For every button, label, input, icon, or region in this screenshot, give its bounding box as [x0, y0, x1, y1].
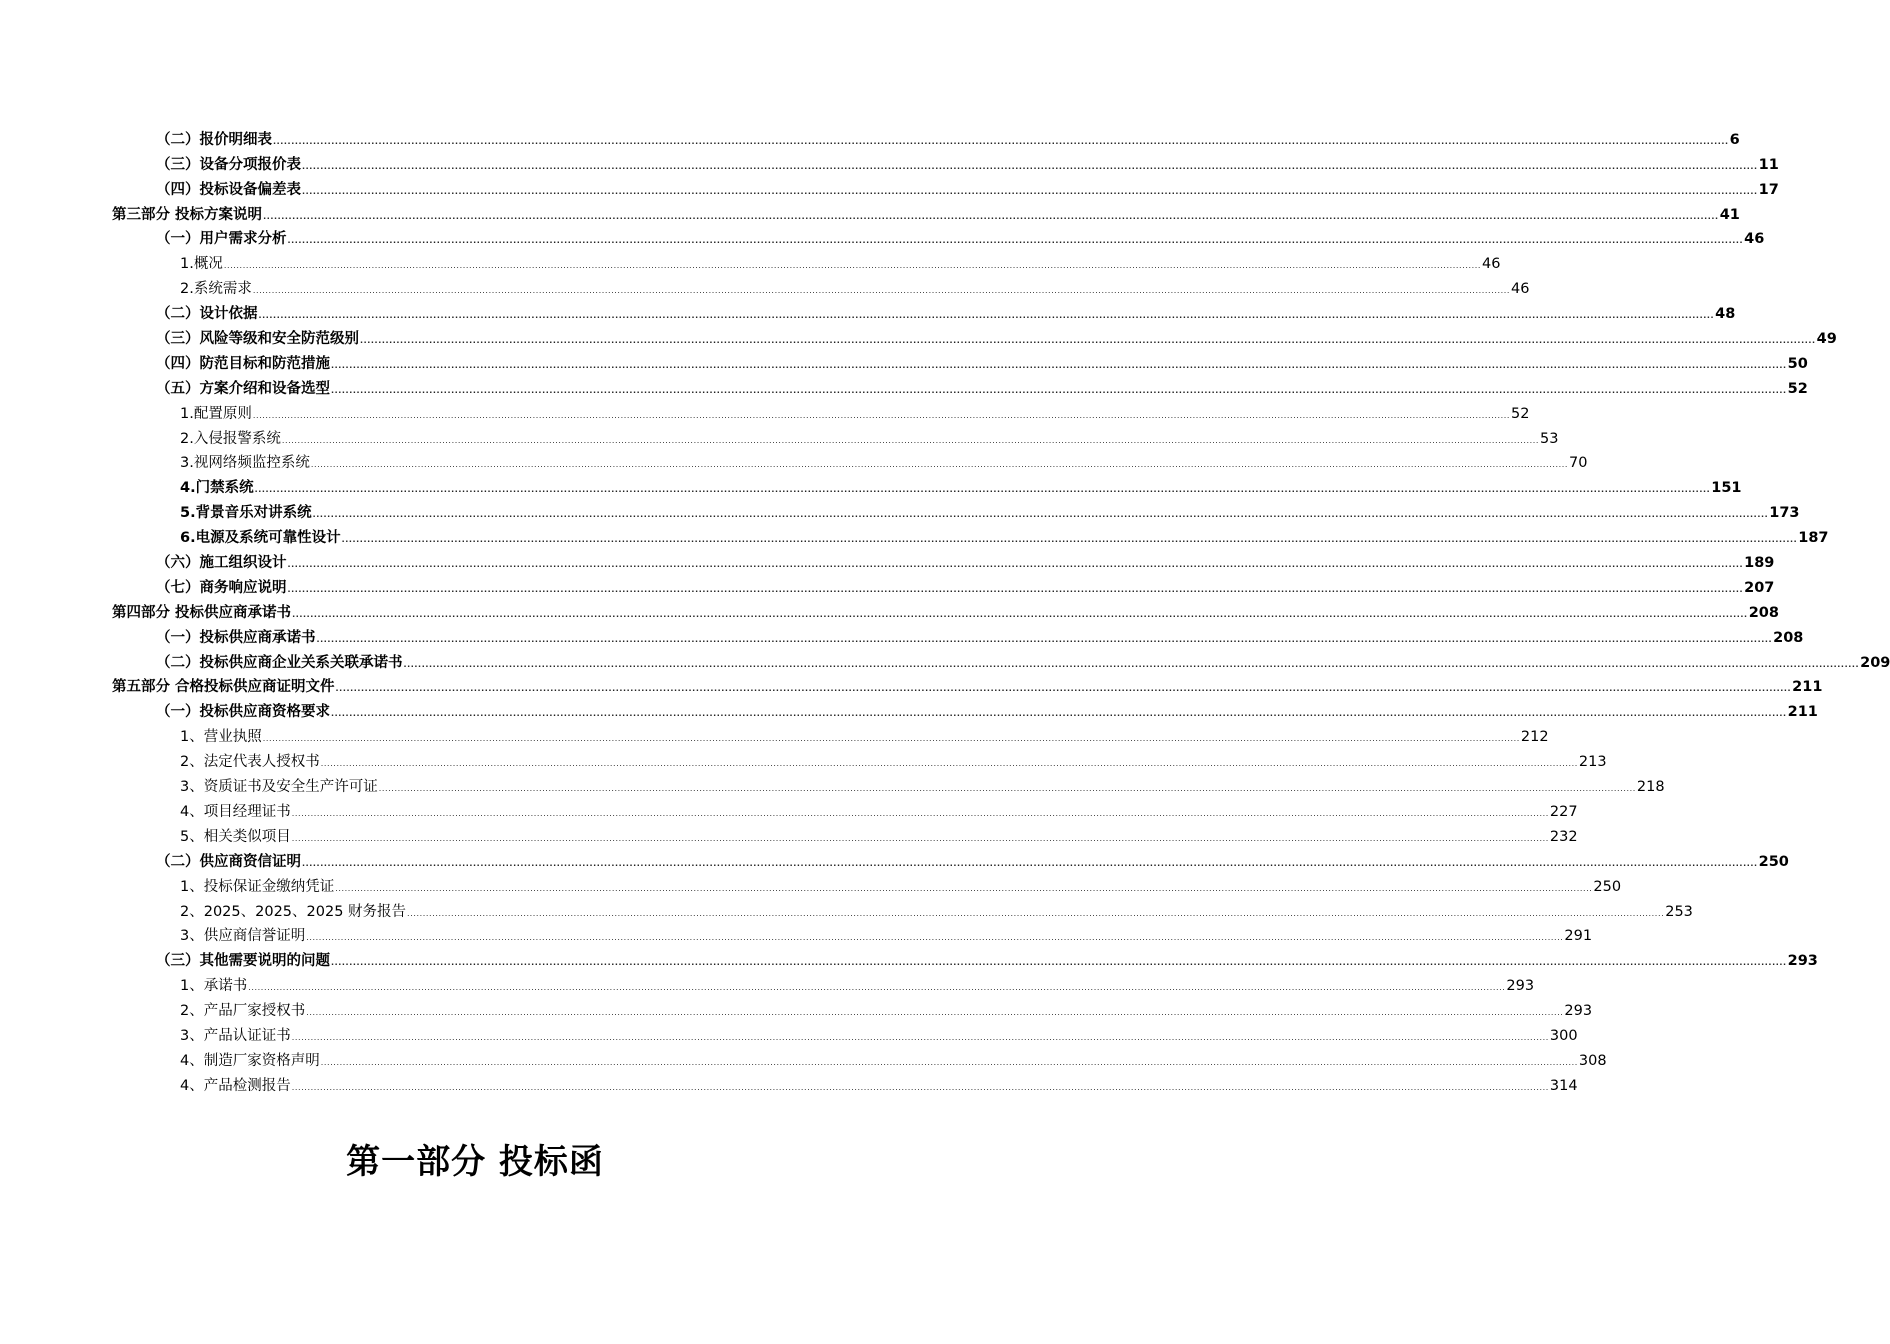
toc-page-number: 218: [1636, 779, 1665, 796]
toc-entry[interactable]: [112, 721, 1549, 746]
toc-page-number: 48: [1715, 306, 1736, 323]
toc-dot-leader: ................................................................................................................................................................................................................................................................................................................................................................................................................: [306, 1008, 1564, 1018]
toc-entry[interactable]: [112, 348, 1808, 373]
toc-dot-leader: ................................................................................................................................................................................................................................................................................................................................................................................................................: [302, 161, 1758, 171]
toc-page-number: 212: [1520, 729, 1549, 746]
toc-page-number: 211: [1787, 704, 1818, 721]
toc-entry[interactable]: [112, 199, 1740, 224]
toc-entry-title: （一）用户需求分析: [156, 231, 287, 248]
toc-page-number: 227: [1549, 803, 1578, 820]
toc-dot-leader: ................................................................................................................................................................................................................................................................................................................................................................................................................: [291, 1032, 1549, 1042]
toc-entry[interactable]: [112, 1045, 1607, 1070]
toc-dot-leader: ................................................................................................................................................................................................................................................................................................................................................................................................................: [331, 360, 1787, 370]
toc-page-number: 187: [1798, 530, 1829, 547]
toc-dot-leader: ................................................................................................................................................................................................................................................................................................................................................................................................................: [312, 510, 1769, 520]
toc-entry[interactable]: [112, 597, 1779, 622]
toc-entry[interactable]: [112, 273, 1530, 298]
toc-entry-title: 4、产品检测报告: [180, 1077, 291, 1094]
toc-page-number: 211: [1792, 679, 1823, 696]
toc-entry-title: （四）投标设备偏差表: [156, 181, 301, 198]
toc-entry-title: （四）防范目标和防范措施: [156, 355, 330, 372]
toc-page-number: 308: [1578, 1052, 1607, 1069]
toc-entry-title: 1、承诺书: [180, 978, 248, 995]
toc-entry[interactable]: [112, 398, 1530, 423]
toc-entry-title: 第五部分 合格投标供应商证明文件: [112, 679, 335, 696]
toc-page-number: 189: [1744, 555, 1775, 572]
toc-dot-leader: ................................................................................................................................................................................................................................................................................................................................................................................................................: [263, 211, 1719, 221]
toc-page-number: 314: [1549, 1077, 1578, 1094]
toc-dot-leader: ................................................................................................................................................................................................................................................................................................................................................................................................................: [403, 659, 1860, 669]
toc-page-number: 293: [1506, 978, 1535, 995]
toc-dot-leader: ................................................................................................................................................................................................................................................................................................................................................................................................................: [378, 784, 1636, 794]
toc-entry-title: （三）设备分项报价表: [156, 156, 301, 173]
toc-page-number: 250: [1593, 878, 1622, 895]
toc-page-number: 209: [1860, 654, 1890, 671]
toc-entry-title: 2.系统需求: [180, 281, 252, 298]
toc-entry-title: 5、相关类似项目: [180, 828, 291, 845]
toc-entry-title: 1、投标保证金缴纳凭证: [180, 878, 335, 895]
toc-page-number: 46: [1511, 281, 1530, 298]
toc-entry[interactable]: [112, 298, 1736, 323]
toc-entry[interactable]: [112, 970, 1535, 995]
toc-entry-title: 2、法定代表人授权书: [180, 754, 320, 771]
toc-entry[interactable]: [112, 124, 1740, 149]
toc-entry[interactable]: [112, 174, 1779, 199]
toc-entry[interactable]: [112, 472, 1742, 497]
toc-page-number: 46: [1744, 231, 1765, 248]
toc-entry[interactable]: [112, 821, 1578, 846]
toc-entry[interactable]: [112, 522, 1829, 547]
toc-page-number: 207: [1744, 579, 1775, 596]
toc-entry[interactable]: [112, 672, 1823, 697]
toc-entry-title: （一）投标供应商承诺书: [156, 629, 316, 646]
toc-page-number: 293: [1787, 953, 1818, 970]
toc-dot-leader: ................................................................................................................................................................................................................................................................................................................................................................................................................: [335, 684, 1792, 694]
toc-dot-leader: ................................................................................................................................................................................................................................................................................................................................................................................................................: [335, 883, 1593, 893]
toc-entry-title: 1.概况: [180, 256, 223, 273]
toc-entry-title: （七）商务响应说明: [156, 579, 287, 596]
toc-dot-leader: ................................................................................................................................................................................................................................................................................................................................................................................................................: [302, 186, 1758, 196]
toc-entry[interactable]: [112, 696, 1818, 721]
toc-page-number: 208: [1748, 604, 1779, 621]
toc-entry-title: 2.入侵报警系统: [180, 430, 281, 447]
toc-entry-title: 2、产品厂家授权书: [180, 1003, 306, 1020]
toc-page-number: 50: [1787, 355, 1808, 372]
toc-entry[interactable]: [112, 945, 1818, 970]
toc-dot-leader: ................................................................................................................................................................................................................................................................................................................................................................................................................: [291, 833, 1549, 843]
toc-entry[interactable]: [112, 846, 1789, 871]
toc-page-number: 208: [1773, 629, 1804, 646]
toc-entry[interactable]: [112, 995, 1593, 1020]
toc-dot-leader: ................................................................................................................................................................................................................................................................................................................................................................................................................: [331, 958, 1787, 968]
toc-entry[interactable]: [112, 921, 1593, 946]
toc-entry-title: 2、2025、2025、2025 财务报告: [180, 903, 407, 920]
toc-entry-title: 第三部分 投标方案说明: [112, 206, 263, 223]
toc-entry-title: 4、制造厂家资格声明: [180, 1052, 320, 1069]
toc-entry[interactable]: [112, 622, 1804, 647]
toc-page-number: 151: [1711, 480, 1742, 497]
toc-entry-title: 5.背景音乐对讲系统: [180, 505, 312, 522]
toc-entry[interactable]: [112, 423, 1559, 448]
toc-dot-leader: ................................................................................................................................................................................................................................................................................................................................................................................................................: [287, 560, 1744, 570]
toc-dot-leader: ................................................................................................................................................................................................................................................................................................................................................................................................................: [341, 535, 1798, 545]
toc-page-number: 293: [1564, 1003, 1593, 1020]
toc-entry[interactable]: [112, 871, 1622, 896]
toc-entry-title: （五）方案介绍和设备选型: [156, 380, 330, 397]
toc-entry[interactable]: [112, 323, 1837, 348]
toc-page-number: 253: [1665, 903, 1693, 920]
toc-entry-title: 3、产品认证证书: [180, 1027, 291, 1044]
toc-entry-title: 1、营业执照: [180, 729, 262, 746]
toc-dot-leader: ................................................................................................................................................................................................................................................................................................................................................................................................................: [320, 759, 1578, 769]
toc-dot-leader: ................................................................................................................................................................................................................................................................................................................................................................................................................: [292, 609, 1748, 619]
toc-entry[interactable]: [112, 448, 1588, 473]
toc-dot-leader: ................................................................................................................................................................................................................................................................................................................................................................................................................: [252, 410, 1511, 420]
toc-entry-title: （二）设计依据: [156, 306, 258, 323]
toc-page-number: 250: [1758, 853, 1789, 870]
toc-page-number: 11: [1758, 156, 1779, 173]
toc-entry[interactable]: [112, 771, 1665, 796]
toc-dot-leader: ................................................................................................................................................................................................................................................................................................................................................................................................................: [316, 634, 1773, 644]
toc-entry-title: 3.视网络频监控系统: [180, 455, 310, 472]
toc-entry[interactable]: [112, 373, 1808, 398]
toc-dot-leader: ................................................................................................................................................................................................................................................................................................................................................................................................................: [262, 734, 1520, 744]
toc-entry[interactable]: [112, 746, 1607, 771]
toc-page-number: 53: [1540, 430, 1559, 447]
toc-entry[interactable]: [112, 1020, 1578, 1045]
toc-dot-leader: ................................................................................................................................................................................................................................................................................................................................................................................................................: [331, 709, 1787, 719]
toc-entry[interactable]: [112, 149, 1779, 174]
toc-entry-title: （三）其他需要说明的问题: [156, 953, 330, 970]
toc-dot-leader: ................................................................................................................................................................................................................................................................................................................................................................................................................: [291, 1082, 1549, 1092]
toc-dot-leader: ................................................................................................................................................................................................................................................................................................................................................................................................................: [252, 286, 1511, 296]
toc-dot-leader: ................................................................................................................................................................................................................................................................................................................................................................................................................: [291, 808, 1549, 818]
toc-entry-title: 第四部分 投标供应商承诺书: [112, 604, 292, 621]
toc-dot-leader: ................................................................................................................................................................................................................................................................................................................................................................................................................: [306, 933, 1564, 943]
toc-page-number: 52: [1787, 380, 1808, 397]
toc-entry[interactable]: [112, 896, 1693, 921]
toc-page-number: 173: [1769, 505, 1800, 522]
toc-page-number: 52: [1511, 405, 1530, 422]
toc-page-number: 70: [1569, 455, 1588, 472]
toc-dot-leader: ................................................................................................................................................................................................................................................................................................................................................................................................................: [407, 908, 1665, 918]
toc-page-number: 46: [1482, 256, 1501, 273]
toc-page-number: 232: [1549, 828, 1578, 845]
toc-dot-leader: ................................................................................................................................................................................................................................................................................................................................................................................................................: [320, 1057, 1578, 1067]
toc-page-number: 49: [1816, 331, 1837, 348]
toc-entry[interactable]: [112, 547, 1775, 572]
toc-dot-leader: ................................................................................................................................................................................................................................................................................................................................................................................................................: [360, 336, 1816, 346]
toc-entry-title: 4、项目经理证书: [180, 803, 291, 820]
toc-entry[interactable]: [112, 796, 1578, 821]
toc-page-number: 17: [1758, 181, 1779, 198]
toc-entry-title: （二）投标供应商企业关系关联承诺书: [156, 654, 403, 671]
toc-entry-title: 4.门禁系统: [180, 480, 254, 497]
toc-entry[interactable]: [112, 1070, 1578, 1095]
toc-page-number: 6: [1729, 131, 1740, 148]
toc-page-number: 41: [1719, 206, 1740, 223]
toc-entry[interactable]: [112, 497, 1800, 522]
toc-dot-leader: ................................................................................................................................................................................................................................................................................................................................................................................................................: [310, 460, 1569, 470]
toc-dot-leader: ................................................................................................................................................................................................................................................................................................................................................................................................................: [281, 435, 1540, 445]
toc-entry-title: （一）投标供应商资格要求: [156, 704, 330, 721]
section-heading: 第一部分 投标函: [346, 1142, 604, 1182]
toc-entry-title: （二）供应商资信证明: [156, 853, 301, 870]
toc-dot-leader: ................................................................................................................................................................................................................................................................................................................................................................................................................: [223, 261, 1482, 271]
toc-dot-leader: ................................................................................................................................................................................................................................................................................................................................................................................................................: [302, 858, 1758, 868]
toc-entry-title: 1.配置原则: [180, 405, 252, 422]
toc-entry-title: （三）风险等级和安全防范级别: [156, 331, 359, 348]
toc-entry-title: （六）施工组织设计: [156, 555, 287, 572]
toc-entry[interactable]: [112, 572, 1775, 597]
toc-dot-leader: ................................................................................................................................................................................................................................................................................................................................................................................................................: [287, 584, 1744, 594]
toc-page-number: 213: [1578, 754, 1607, 771]
toc-entry-title: 3、供应商信誉证明: [180, 928, 306, 945]
toc-entry[interactable]: [112, 248, 1501, 273]
toc-dot-leader: ................................................................................................................................................................................................................................................................................................................................................................................................................: [331, 385, 1787, 395]
toc-entry[interactable]: [112, 224, 1765, 249]
table-of-contents: [112, 124, 1890, 1095]
toc-dot-leader: ................................................................................................................................................................................................................................................................................................................................................................................................................: [254, 485, 1711, 495]
toc-dot-leader: ................................................................................................................................................................................................................................................................................................................................................................................................................: [273, 136, 1729, 146]
toc-page-number: 291: [1564, 928, 1593, 945]
toc-dot-leader: ................................................................................................................................................................................................................................................................................................................................................................................................................: [258, 311, 1715, 321]
toc-entry-title: 3、资质证书及安全生产许可证: [180, 779, 378, 796]
toc-entry-title: 6.电源及系统可靠性设计: [180, 530, 341, 547]
toc-entry-title: （二）报价明细表: [156, 131, 272, 148]
toc-entry[interactable]: [112, 647, 1890, 672]
toc-dot-leader: ................................................................................................................................................................................................................................................................................................................................................................................................................: [248, 983, 1506, 993]
toc-page-number: 300: [1549, 1027, 1578, 1044]
toc-dot-leader: ................................................................................................................................................................................................................................................................................................................................................................................................................: [287, 236, 1744, 246]
